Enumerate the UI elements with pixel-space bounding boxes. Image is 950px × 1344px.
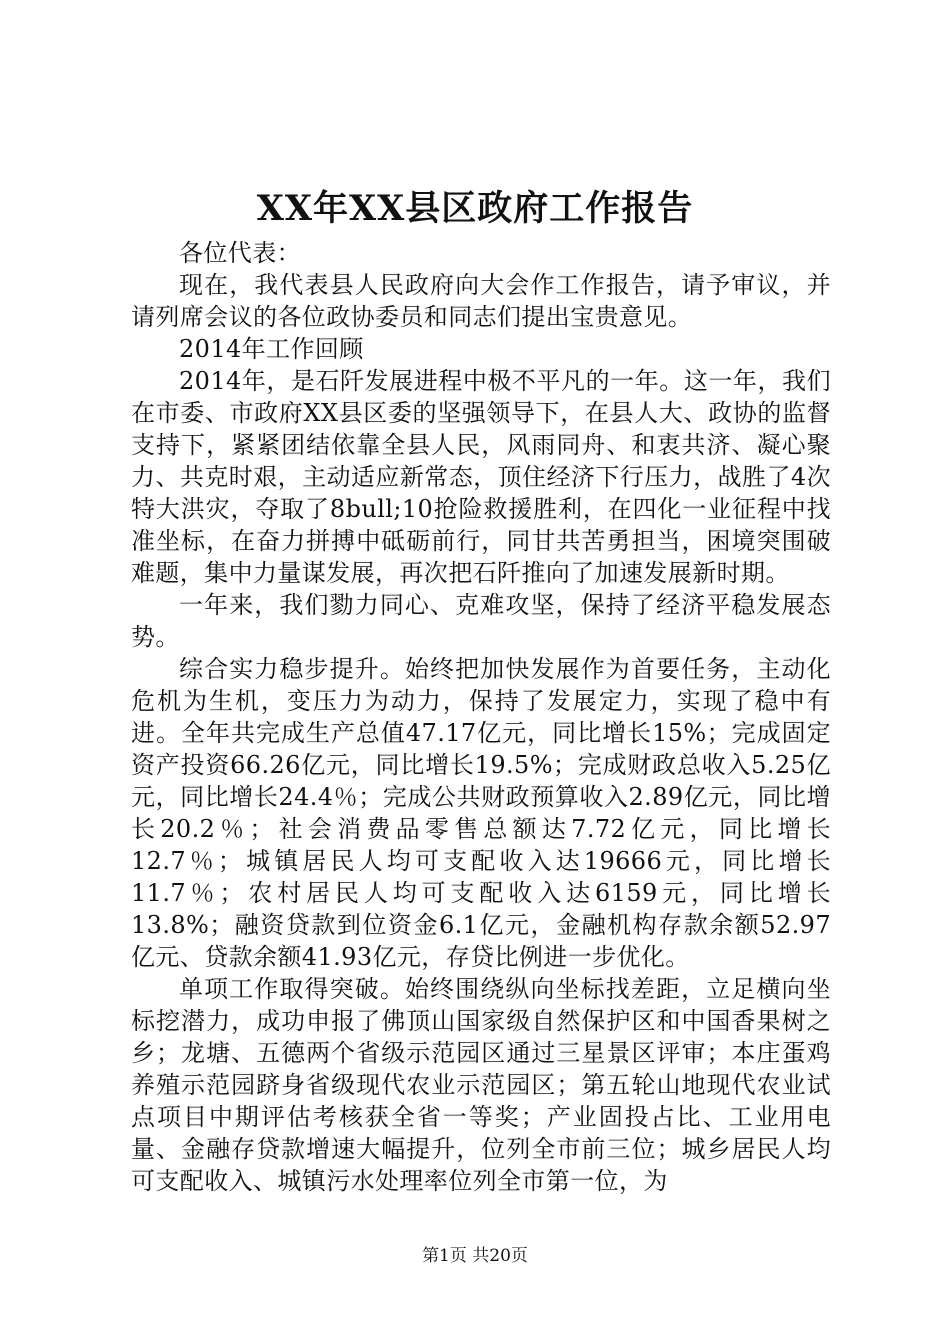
document-body bbox=[131, 237, 831, 1197]
breakthrough-paragraph: 单项工作取得突破。始终围绕纵向坐标找差距，立足横向坐标挖潜力，成功申报了佛顶山国家级自然保护区和中国香果树之乡；龙塘、五德两个省级示范园区通过三星景区评审；本庄蛋鸡养殖示范园跻身省级现代农业示范园区；第五轮山地现代农业试点项目中期评估考核获全省一等奖；产业固投占比、工业用电量、金融存贷款增速大幅提升，位列全市前三位；城乡居民人均可支配收入、城镇污水处理率位列全市第一位，为 bbox=[131, 975, 831, 1195]
salutation: 各位代表： bbox=[179, 239, 301, 267]
summary-paragraph: 一年来，我们勠力同心、克难攻坚，保持了经济平稳发展态势。 bbox=[131, 591, 831, 651]
page-footer: 第1页 共20页 bbox=[422, 1246, 528, 1266]
document-title: XX年XX县区政府工作报告 bbox=[256, 188, 694, 229]
review-paragraph: 2014年，是石阡发展进程中极不平凡的一年。这一年，我们在市委、市政府XX县区委的坚强领导下，在县人大、政协的监督支持下，紧紧团结依靠全县人民，风雨同舟、和衷共济、凝心聚力、共克时艰，主动适应新常态，顶住经济下行压力，战胜了4次特大洪灾，夺取了8bull;10抢险救援胜利，在四化一业征程中找准坐标，在奋力拼搏中砥砺前行，同甘共苦勇担当，困境突围破难题，集中力量谋发展，再次把石阡推向了加速发展新时期。 bbox=[131, 367, 831, 587]
intro-paragraph: 现在，我代表县人民政府向大会作工作报告，请予审议，并请列席会议的各位政协委员和同志们提出宝贵意见。 bbox=[131, 271, 831, 331]
economy-paragraph: 综合实力稳步提升。始终把加快发展作为首要任务，主动化危机为生机，变压力为动力，保持了发展定力，实现了稳中有进。全年共完成生产总值47.17亿元，同比增长15%；完成固定资产投资66.26亿元，同比增长19.5%；完成财政总收入5.25亿元，同比增长24.4％；完成公共财政预算收入2.89亿元，同比增长20.2％；社会消费品零售总额达7.72亿元，同比增长12.7％；城镇居民人均可支配收入达19666元，同比增长11.7％；农村居民人均可支配收入达6159元，同比增长13.8%；融资贷款到位资金6.1亿元，金融机构存款余额52.97亿元、贷款余额41.93亿元，存贷比例进一步优化。 bbox=[131, 655, 831, 971]
section-heading: 2014年工作回顾 bbox=[179, 335, 364, 363]
